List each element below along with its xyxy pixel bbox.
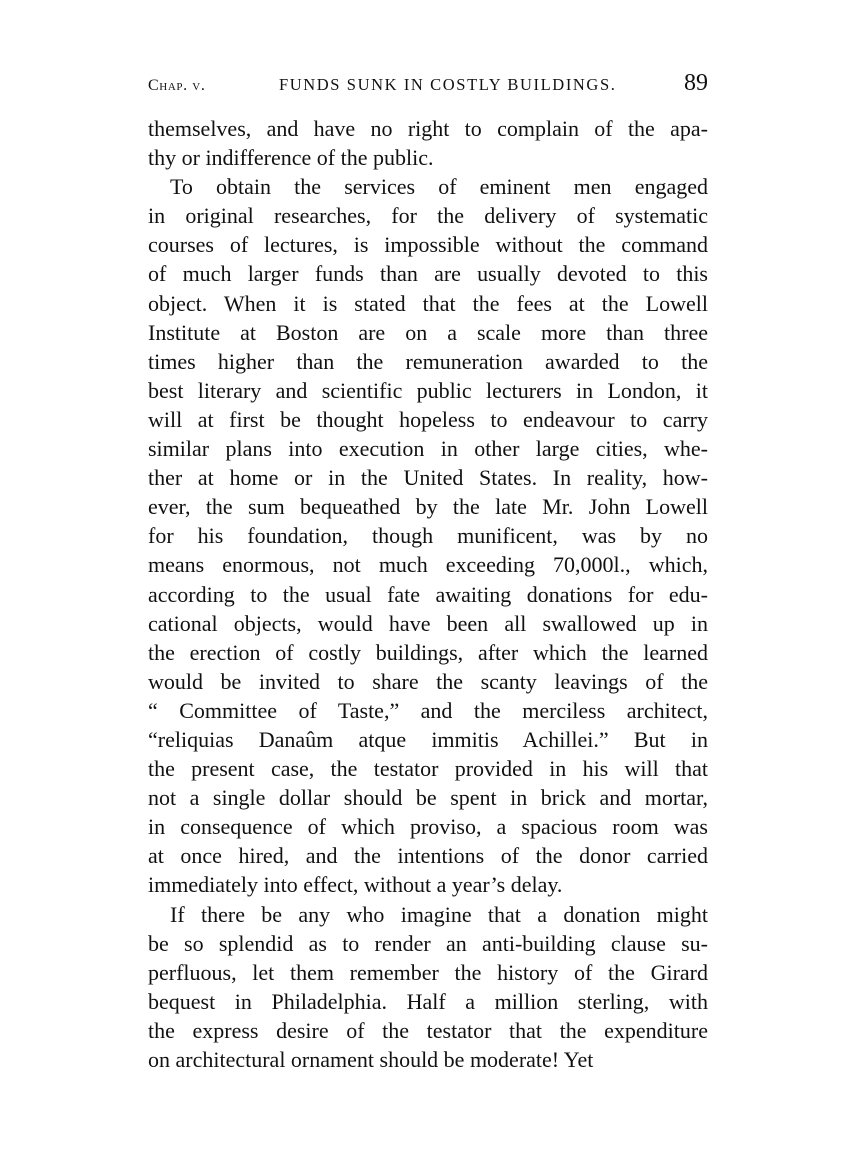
text-line: cational objects, would have been all swallowed up in	[148, 610, 708, 636]
text-line: similar plans into execution in other large cities, whe-	[148, 436, 708, 462]
text-line: in consequence of which proviso, a spacious room was	[148, 814, 708, 840]
text-line: be so splendid as to render an anti-building clause su-	[148, 930, 708, 956]
text-line: not a single dollar should be spent in brick and mortar,	[148, 785, 708, 811]
text-line: would be invited to share the scanty leavings of the	[148, 668, 708, 694]
text-line: the express desire of the testator that the expenditure	[148, 1017, 708, 1043]
paragraph	[148, 114, 708, 172]
text-line: themselves, and have no right to complain of the apa-	[148, 116, 708, 141]
text-line: according to the usual fate awaiting donations for edu-	[148, 581, 708, 607]
text-line: perfluous, let them remember the history of the Girard	[148, 959, 708, 985]
text-line: the present case, the testator provided in his will that	[148, 756, 708, 782]
text-line: bequest in Philadelphia. Half a million sterling, with	[148, 988, 708, 1014]
text-line: the erection of costly buildings, after which the learned	[148, 639, 708, 665]
text-line: Institute at Boston are on a scale more than three	[148, 319, 708, 345]
text-line: will at first be thought hopeless to endeavour to carry	[148, 406, 708, 432]
text-line: If there be any who imagine that a donation might	[170, 901, 708, 927]
text-line: at once hired, and the intentions of the donor carried	[148, 843, 708, 869]
text-line: best literary and scientific public lecturers in London, it	[148, 377, 708, 403]
body-text	[148, 114, 708, 1074]
text-line: object. When it is stated that the fees at the Lowell	[148, 290, 708, 316]
text-line: immediately into effect, without a year’s delay.	[148, 872, 563, 898]
running-title: FUNDS SUNK IN COSTLY BUILDINGS.	[278, 75, 617, 94]
text-line: for his foundation, though munificent, was by no	[148, 523, 708, 549]
chapter-label: Chap. v.	[148, 77, 206, 94]
running-head	[148, 70, 708, 110]
text-line: times higher than the remuneration awarded to the	[148, 348, 708, 374]
text-line: ever, the sum bequeathed by the late Mr. John Lowell	[148, 494, 708, 520]
text-line: courses of lectures, is impossible without the command	[148, 232, 708, 258]
text-line: of much larger funds than are usually devoted to this	[148, 261, 708, 287]
text-line: in original researches, for the delivery of systematic	[148, 203, 708, 229]
page-number: 89	[684, 70, 708, 96]
text-line: thy or indifference of the public.	[148, 145, 434, 171]
text-line: ther at home or in the United States. In reality, how-	[148, 465, 708, 491]
paragraph	[148, 172, 708, 899]
text-line: “ Committee of Taste,” and the merciless architect,	[148, 697, 708, 723]
text-line: means enormous, not much exceeding 70,000l., which,	[148, 552, 708, 578]
text-line: To obtain the services of eminent men engaged	[170, 174, 708, 200]
text-line: on architectural ornament should be moderate! Yet	[148, 1047, 594, 1072]
paragraph	[148, 900, 708, 1075]
book-page	[148, 70, 708, 1074]
text-line: “reliquias Danaûm atque immitis Achillei.” But in	[148, 726, 708, 752]
